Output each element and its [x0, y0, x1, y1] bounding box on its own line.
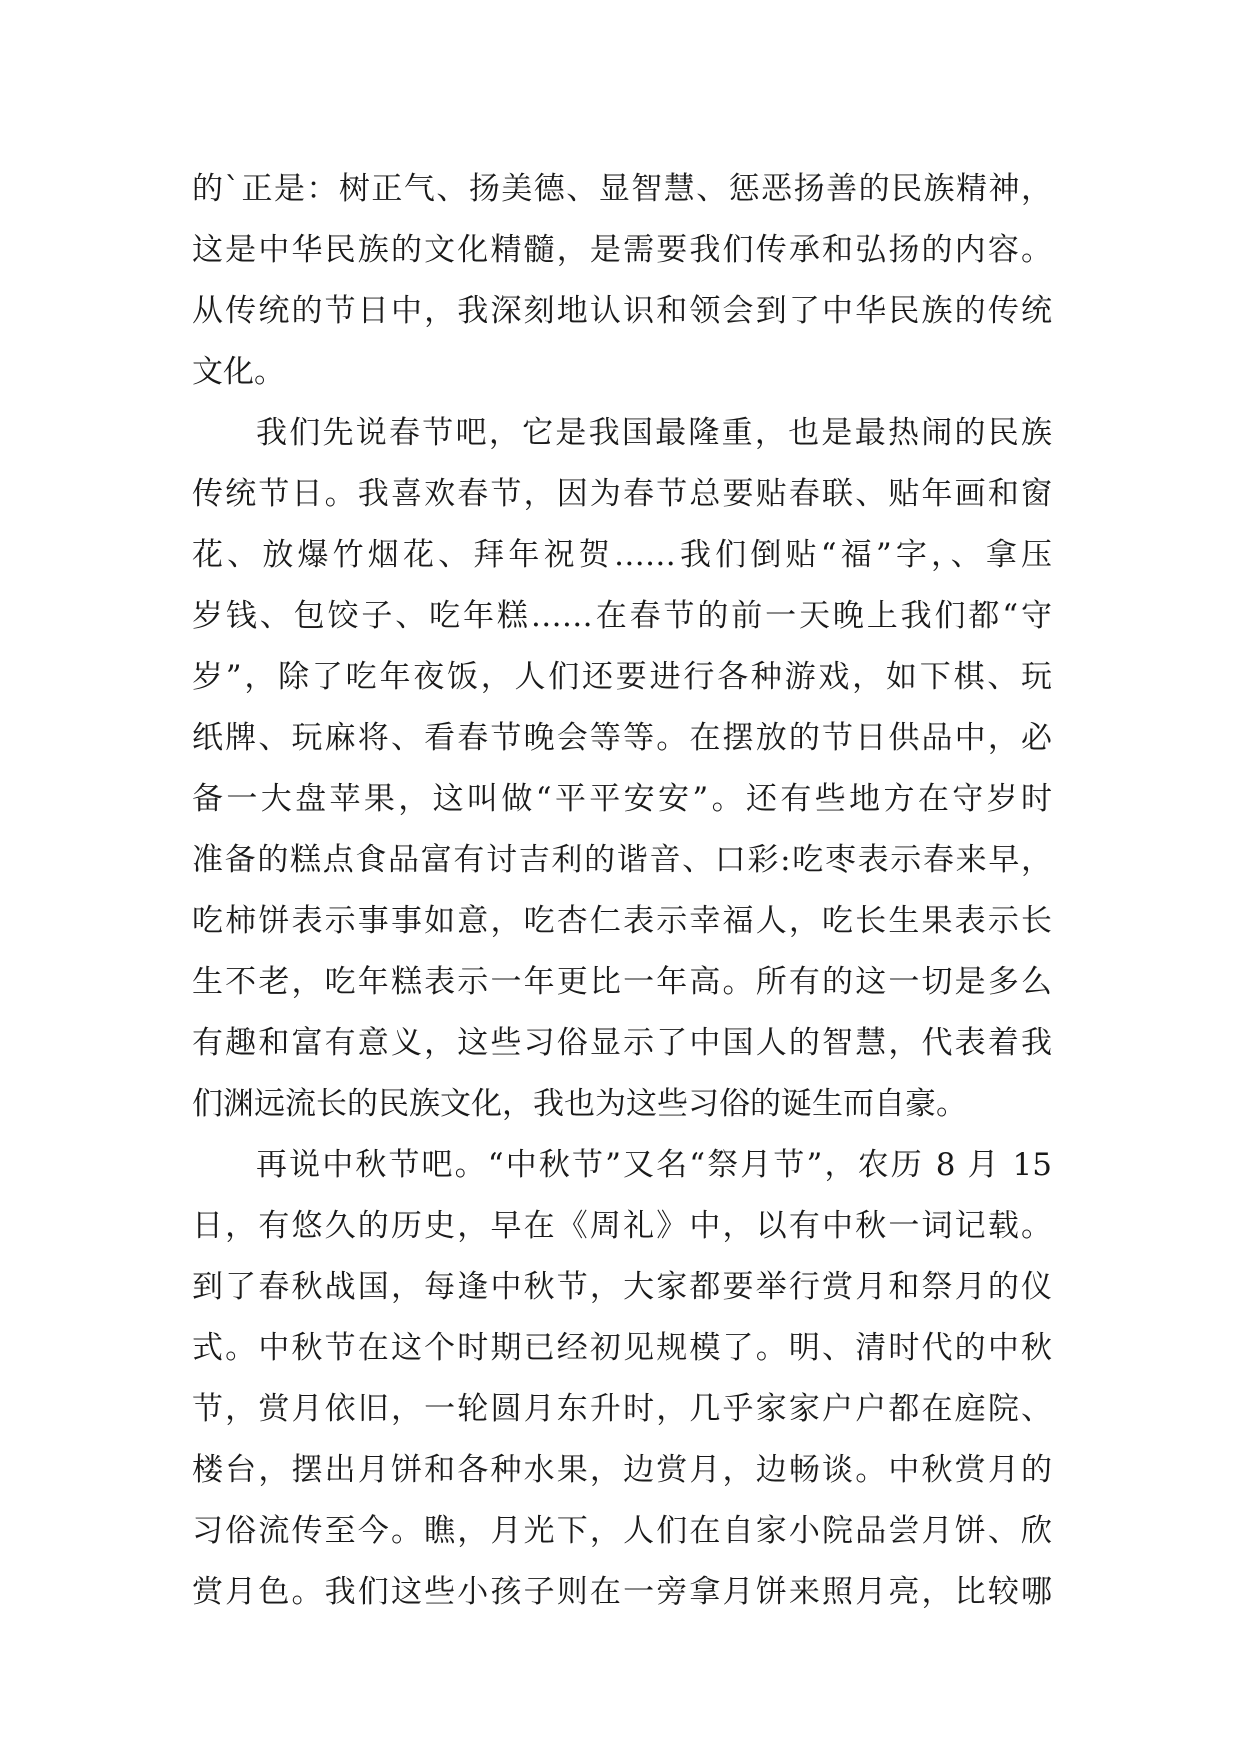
text-line: 习俗流传至今。瞧，月光下，人们在自家小院品尝月饼、欣 [192, 1513, 1052, 1549]
text-line: 的`正是：树正气、扬美德、显智慧、惩恶扬善的民族精神， [192, 171, 1052, 207]
body-text [192, 159, 1052, 1623]
text-line: 到了春秋战国，每逢中秋节，大家都要举行赏月和祭月的仪 [192, 1269, 1052, 1305]
text-line: 吃柿饼表示事事如意，吃杏仁表示幸福人，吃长生果表示长 [192, 903, 1052, 939]
text-line: 有趣和富有意义，这些习俗显示了中国人的智慧，代表着我 [192, 1025, 1052, 1061]
text-line: 再说中秋节吧。“中秋节”又名“祭月节”，农历 8 月 15 [256, 1147, 1052, 1183]
text-line: 从传统的节日中，我深刻地认识和领会到了中华民族的传统 [192, 293, 1052, 329]
text-line: 式。中秋节在这个时期已经初见规模了。明、清时代的中秋 [192, 1330, 1052, 1366]
text-line: 节，赏月依旧，一轮圆月东升时，几乎家家户户都在庭院、 [192, 1391, 1052, 1427]
text-line: 岁”，除了吃年夜饭，人们还要进行各种游戏，如下棋、玩 [192, 659, 1052, 695]
text-line: 楼台，摆出月饼和各种水果，边赏月，边畅谈。中秋赏月的 [192, 1452, 1052, 1488]
text-line: 准备的糕点食品富有讨吉利的谐音、口彩:吃枣表示春来早， [192, 842, 1052, 878]
text-line: 日，有悠久的历史，早在《周礼》中，以有中秋一词记载。 [192, 1208, 1052, 1244]
text-line: 我们先说春节吧，它是我国最隆重，也是最热闹的民族 [256, 415, 1052, 451]
text-line: 纸牌、玩麻将、看春节晚会等等。在摆放的节日供品中，必 [192, 720, 1052, 756]
text-line: 备一大盘苹果，这叫做“平平安安”。还有些地方在守岁时 [192, 781, 1052, 817]
text-line: 们渊远流长的民族文化，我也为这些习俗的诞生而自豪。 [192, 1086, 967, 1122]
text-line: 岁钱、包饺子、吃年糕……在春节的前一天晚上我们都“守 [192, 598, 1052, 634]
text-line: 花、放爆竹烟花、拜年祝贺……我们倒贴“福”字，、拿压 [192, 537, 1052, 573]
text-line: 赏月色。我们这些小孩子则在一旁拿月饼来照月亮，比较哪 [192, 1574, 1052, 1610]
text-line: 这是中华民族的文化精髓，是需要我们传承和弘扬的内容。 [192, 232, 1052, 268]
text-line: 传统节日。我喜欢春节，因为春节总要贴春联、贴年画和窗 [192, 476, 1052, 512]
text-line: 生不老，吃年糕表示一年更比一年高。所有的这一切是多么 [192, 964, 1052, 1000]
text-line: 文化。 [192, 354, 285, 390]
